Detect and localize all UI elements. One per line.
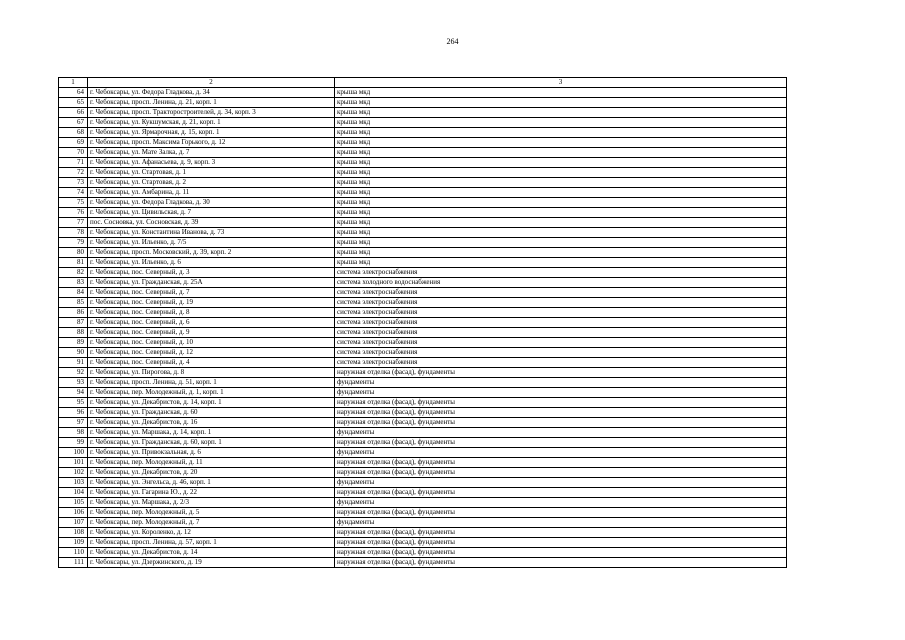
table-row: [59, 118, 787, 128]
work-type-cell: крыша мкд: [335, 198, 787, 208]
table-header-row: [59, 78, 787, 88]
table-row: [59, 188, 787, 198]
work-type-cell: наружная отделка (фасад), фундаменты: [335, 408, 787, 418]
table-row: [59, 278, 787, 288]
row-number-cell: 71: [59, 158, 88, 168]
row-number-cell: 101: [59, 458, 88, 468]
row-number-cell: 76: [59, 208, 88, 218]
address-cell: г. Чебоксары, пер. Молодежный, д. 5: [88, 508, 335, 518]
row-number-cell: 98: [59, 428, 88, 438]
address-cell: г. Чебоксары, просп. Московский, д. 39, корп. 2: [88, 248, 335, 258]
table-body: [59, 88, 787, 568]
row-number-cell: 89: [59, 338, 88, 348]
table-row: [59, 448, 787, 458]
work-type-cell: наружная отделка (фасад), фундаменты: [335, 538, 787, 548]
work-type-cell: фундаменты: [335, 498, 787, 508]
row-number-cell: 74: [59, 188, 88, 198]
row-number-cell: 83: [59, 278, 88, 288]
table-row: [59, 548, 787, 558]
column-header-number: 1: [59, 78, 88, 88]
row-number-cell: 104: [59, 488, 88, 498]
row-number-cell: 91: [59, 358, 88, 368]
work-type-cell: система электроснабжения: [335, 268, 787, 278]
table-row: [59, 338, 787, 348]
work-type-cell: наружная отделка (фасад), фундаменты: [335, 468, 787, 478]
table-row: [59, 428, 787, 438]
table-row: [59, 518, 787, 528]
table-row: [59, 198, 787, 208]
table-row: [59, 508, 787, 518]
address-cell: г. Чебоксары, пер. Молодежный, д. 7: [88, 518, 335, 528]
work-type-cell: крыша мкд: [335, 168, 787, 178]
work-type-cell: крыша мкд: [335, 118, 787, 128]
row-number-cell: 90: [59, 348, 88, 358]
address-cell: г. Чебоксары, ул. Декабристов, д. 16: [88, 418, 335, 428]
row-number-cell: 109: [59, 538, 88, 548]
work-type-cell: наружная отделка (фасад), фундаменты: [335, 488, 787, 498]
row-number-cell: 85: [59, 298, 88, 308]
row-number-cell: 111: [59, 558, 88, 568]
address-cell: г. Чебоксары, ул. Кукшумская, д. 21, корп. 1: [88, 118, 335, 128]
table-row: [59, 258, 787, 268]
row-number-cell: 92: [59, 368, 88, 378]
table-row: [59, 488, 787, 498]
address-cell: г. Чебоксары, ул. Константина Иванова, д. 73: [88, 228, 335, 238]
work-type-cell: крыша мкд: [335, 258, 787, 268]
row-number-cell: 82: [59, 268, 88, 278]
row-number-cell: 69: [59, 138, 88, 148]
table-row: [59, 298, 787, 308]
work-type-cell: крыша мкд: [335, 208, 787, 218]
table-row: [59, 178, 787, 188]
address-cell: г. Чебоксары, пос. Северный, д. 4: [88, 358, 335, 368]
work-type-cell: наружная отделка (фасад), фундаменты: [335, 368, 787, 378]
work-type-cell: крыша мкд: [335, 88, 787, 98]
column-header-address: 2: [88, 78, 335, 88]
row-number-cell: 81: [59, 258, 88, 268]
work-type-cell: система электроснабжения: [335, 348, 787, 358]
address-cell: г. Чебоксары, пер. Молодежный, д. 11: [88, 458, 335, 468]
work-type-cell: фундаменты: [335, 388, 787, 398]
address-cell: г. Чебоксары, ул. Декабристов, д. 14: [88, 548, 335, 558]
row-number-cell: 100: [59, 448, 88, 458]
row-number-cell: 79: [59, 238, 88, 248]
row-number-cell: 102: [59, 468, 88, 478]
table-row: [59, 228, 787, 238]
table-row: [59, 138, 787, 148]
address-cell: г. Чебоксары, просп. Ленина, д. 51, корп. 1: [88, 378, 335, 388]
row-number-cell: 66: [59, 108, 88, 118]
row-number-cell: 99: [59, 438, 88, 448]
table-row: [59, 558, 787, 568]
row-number-cell: 72: [59, 168, 88, 178]
work-type-cell: система электроснабжения: [335, 318, 787, 328]
work-type-cell: крыша мкд: [335, 138, 787, 148]
address-cell: г. Чебоксары, ул. Декабристов, д. 14, корп. 1: [88, 398, 335, 408]
address-cell: г. Чебоксары, ул. Ильенко, д. 7/5: [88, 238, 335, 248]
row-number-cell: 103: [59, 478, 88, 488]
address-cell: г. Чебоксары, ул. Гражданская, д. 60, корп. 1: [88, 438, 335, 448]
work-type-cell: крыша мкд: [335, 238, 787, 248]
work-type-cell: система электроснабжения: [335, 338, 787, 348]
address-cell: г. Чебоксары, ул. Стартовая, д. 1: [88, 168, 335, 178]
address-cell: г. Чебоксары, ул. Стартовая, д. 2: [88, 178, 335, 188]
work-type-cell: крыша мкд: [335, 188, 787, 198]
table-row: [59, 378, 787, 388]
work-type-cell: фундаменты: [335, 518, 787, 528]
row-number-cell: 95: [59, 398, 88, 408]
address-cell: г. Чебоксары, ул. Цивильская, д. 7: [88, 208, 335, 218]
row-number-cell: 73: [59, 178, 88, 188]
row-number-cell: 97: [59, 418, 88, 428]
row-number-cell: 68: [59, 128, 88, 138]
work-type-cell: крыша мкд: [335, 248, 787, 258]
address-cell: г. Чебоксары, ул. Декабристов, д. 20: [88, 468, 335, 478]
row-number-cell: 75: [59, 198, 88, 208]
address-cell: г. Чебоксары, ул. Афанасьева, д. 9, корп. 3: [88, 158, 335, 168]
work-type-cell: крыша мкд: [335, 158, 787, 168]
table-row: [59, 218, 787, 228]
work-type-cell: наружная отделка (фасад), фундаменты: [335, 528, 787, 538]
work-type-cell: фундаменты: [335, 378, 787, 388]
work-type-cell: крыша мкд: [335, 148, 787, 158]
work-type-cell: система электроснабжения: [335, 358, 787, 368]
row-number-cell: 86: [59, 308, 88, 318]
work-type-cell: наружная отделка (фасад), фундаменты: [335, 548, 787, 558]
row-number-cell: 64: [59, 88, 88, 98]
address-cell: г. Чебоксары, пос. Северный, д. 8: [88, 308, 335, 318]
row-number-cell: 78: [59, 228, 88, 238]
table-row: [59, 268, 787, 278]
table-row: [59, 248, 787, 258]
work-type-cell: система электроснабжения: [335, 328, 787, 338]
table-row: [59, 168, 787, 178]
address-table: [58, 77, 787, 568]
table-row: [59, 88, 787, 98]
row-number-cell: 84: [59, 288, 88, 298]
row-number-cell: 70: [59, 148, 88, 158]
work-type-cell: наружная отделка (фасад), фундаменты: [335, 398, 787, 408]
work-type-cell: крыша мкд: [335, 228, 787, 238]
row-number-cell: 106: [59, 508, 88, 518]
work-type-cell: наружная отделка (фасад), фундаменты: [335, 558, 787, 568]
work-type-cell: крыша мкд: [335, 128, 787, 138]
address-cell: г. Чебоксары, пос. Северный, д. 12: [88, 348, 335, 358]
address-cell: г. Чебоксары, ул. Маршака, д. 14, корп. 1: [88, 428, 335, 438]
column-header-work-type: 3: [335, 78, 787, 88]
table-row: [59, 128, 787, 138]
address-cell: г. Чебоксары, пос. Северный, д. 7: [88, 288, 335, 298]
table-row: [59, 458, 787, 468]
work-type-cell: система электроснабжения: [335, 298, 787, 308]
address-cell: пос. Сосновка, ул. Сосновская, д. 39: [88, 218, 335, 228]
address-cell: г. Чебоксары, ул. Амбарина, д. 11: [88, 188, 335, 198]
row-number-cell: 105: [59, 498, 88, 508]
row-number-cell: 110: [59, 548, 88, 558]
table-row: [59, 388, 787, 398]
table-row: [59, 418, 787, 428]
work-type-cell: система электроснабжения: [335, 288, 787, 298]
table-row: [59, 528, 787, 538]
address-cell: г. Чебоксары, ул. Федора Гладкова, д. 34: [88, 88, 335, 98]
address-cell: г. Чебоксары, пос. Северный, д. 6: [88, 318, 335, 328]
address-cell: г. Чебоксары, ул. Федора Гладкова, д. 30: [88, 198, 335, 208]
table-row: [59, 158, 787, 168]
address-cell: г. Чебоксары, ул. Пирогова, д. 8: [88, 368, 335, 378]
row-number-cell: 80: [59, 248, 88, 258]
work-type-cell: наружная отделка (фасад), фундаменты: [335, 458, 787, 468]
work-type-cell: фундаменты: [335, 478, 787, 488]
address-cell: г. Чебоксары, пос. Северный, д. 9: [88, 328, 335, 338]
address-cell: г. Чебоксары, просп. Максима Горького, д. 12: [88, 138, 335, 148]
address-cell: г. Чебоксары, пос. Северный, д. 3: [88, 268, 335, 278]
table-row: [59, 468, 787, 478]
work-type-cell: фундаменты: [335, 428, 787, 438]
address-cell: г. Чебоксары, ул. Ярмарочная, д. 15, корп. 1: [88, 128, 335, 138]
address-cell: г. Чебоксары, ул. Энгельса, д. 46, корп. 1: [88, 478, 335, 488]
page-number: 264: [446, 37, 459, 46]
row-number-cell: 94: [59, 388, 88, 398]
table-row: [59, 348, 787, 358]
table-row: [59, 328, 787, 338]
work-type-cell: система холодного водоснабжения: [335, 278, 787, 288]
address-cell: г. Чебоксары, просп. Тракторостроителей, д. 34, корп. 3: [88, 108, 335, 118]
address-cell: г. Чебоксары, ул. Короленко, д. 12: [88, 528, 335, 538]
work-type-cell: наружная отделка (фасад), фундаменты: [335, 418, 787, 428]
address-cell: г. Чебоксары, пос. Северный, д. 10: [88, 338, 335, 348]
table-row: [59, 398, 787, 408]
table-row: [59, 98, 787, 108]
table-row: [59, 318, 787, 328]
work-type-cell: фундаменты: [335, 448, 787, 458]
table-row: [59, 148, 787, 158]
address-cell: г. Чебоксары, просп. Ленина, д. 57, корп. 1: [88, 538, 335, 548]
address-cell: г. Чебоксары, ул. Мате Залка, д. 7: [88, 148, 335, 158]
address-cell: г. Чебоксары, пос. Северный, д. 19: [88, 298, 335, 308]
work-type-cell: наружная отделка (фасад), фундаменты: [335, 438, 787, 448]
address-cell: г. Чебоксары, ул. Ильенко, д. 6: [88, 258, 335, 268]
table-row: [59, 108, 787, 118]
table-row: [59, 238, 787, 248]
table-row: [59, 498, 787, 508]
table-row: [59, 288, 787, 298]
table-row: [59, 368, 787, 378]
row-number-cell: 107: [59, 518, 88, 528]
work-type-cell: крыша мкд: [335, 108, 787, 118]
work-type-cell: система электроснабжения: [335, 308, 787, 318]
table-row: [59, 408, 787, 418]
work-type-cell: крыша мкд: [335, 98, 787, 108]
work-type-cell: крыша мкд: [335, 178, 787, 188]
table-row: [59, 438, 787, 448]
row-number-cell: 87: [59, 318, 88, 328]
address-cell: г. Чебоксары, ул. Маршака, д. 2/3: [88, 498, 335, 508]
address-cell: г. Чебоксары, ул. Гражданская, д. 25А: [88, 278, 335, 288]
work-type-cell: крыша мкд: [335, 218, 787, 228]
row-number-cell: 108: [59, 528, 88, 538]
row-number-cell: 88: [59, 328, 88, 338]
table-row: [59, 358, 787, 368]
row-number-cell: 96: [59, 408, 88, 418]
table-row: [59, 308, 787, 318]
table-row: [59, 478, 787, 488]
table-row: [59, 208, 787, 218]
address-cell: г. Чебоксары, ул. Гагарина Ю., д. 22: [88, 488, 335, 498]
address-cell: г. Чебоксары, ул. Гражданская, д. 60: [88, 408, 335, 418]
row-number-cell: 67: [59, 118, 88, 128]
work-type-cell: наружная отделка (фасад), фундаменты: [335, 508, 787, 518]
address-cell: г. Чебоксары, просп. Ленина, д. 21, корп. 1: [88, 98, 335, 108]
table-row: [59, 538, 787, 548]
row-number-cell: 93: [59, 378, 88, 388]
address-cell: г. Чебоксары, ул. Привокзальная, д. 6: [88, 448, 335, 458]
address-cell: г. Чебоксары, ул. Дзержинского, д. 19: [88, 558, 335, 568]
address-cell: г. Чебоксары, пер. Молодежный, д. 1, корп. 1: [88, 388, 335, 398]
row-number-cell: 77: [59, 218, 88, 228]
row-number-cell: 65: [59, 98, 88, 108]
